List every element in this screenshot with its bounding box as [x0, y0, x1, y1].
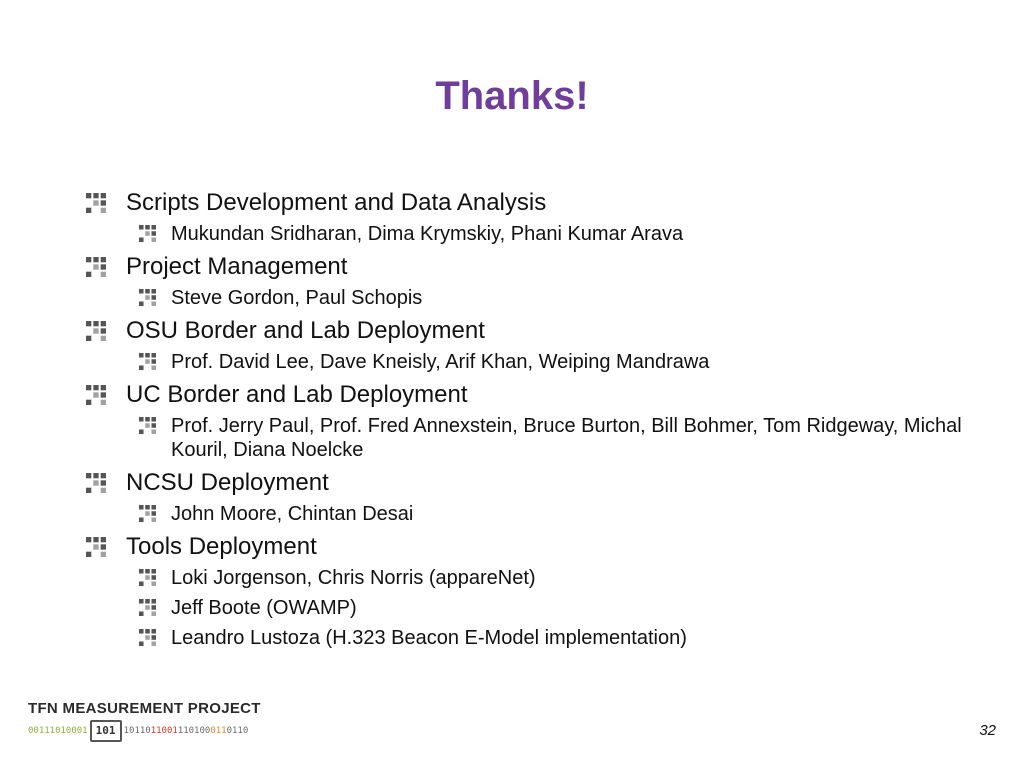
bullet-heading: OSU Border and Lab Deployment [126, 317, 485, 344]
sub-bullet-item [139, 626, 976, 650]
square-grid-bullet-icon [86, 257, 106, 277]
logo-bits: 0110 [226, 726, 249, 736]
square-grid-bullet-icon [86, 537, 106, 557]
sub-bullet-item [139, 502, 976, 526]
square-grid-bullet-icon [86, 321, 106, 341]
sub-bullet-text: Steve Gordon, Paul Schopis [171, 287, 423, 309]
logo-bits: 00111010001 [28, 726, 88, 736]
square-grid-bullet-icon [139, 569, 156, 586]
bullet-item [86, 532, 976, 562]
sub-bullet-item [139, 350, 976, 374]
sub-bullet-text: Prof. David Lee, Dave Kneisly, Arif Khan, Weiping Mandrawa [171, 351, 710, 373]
bullet-item [86, 380, 976, 410]
bullet-heading: NCSU Deployment [126, 469, 329, 496]
bullet-item [86, 188, 976, 218]
square-grid-bullet-icon [139, 599, 156, 616]
sub-bullet-item [139, 222, 976, 246]
page-number: 32 [979, 722, 996, 739]
sub-bullet-text: Mukundan Sridharan, Dima Krymskiy, Phani Kumar Arava [171, 223, 684, 245]
bullet-item [86, 316, 976, 346]
square-grid-bullet-icon [139, 629, 156, 646]
logo-binary-strip [28, 720, 318, 742]
logo-bracket-box: 101 [90, 720, 122, 742]
slide-title: Thanks! [435, 74, 589, 118]
logo-bits: 110100 [177, 726, 211, 736]
bullet-item [86, 468, 976, 498]
logo-title: TFN MEASUREMENT PROJECT [28, 700, 261, 717]
bullet-heading: Scripts Development and Data Analysis [126, 189, 547, 216]
sub-bullet-item [139, 596, 976, 620]
bullet-item [86, 252, 976, 282]
sub-bullet-item [139, 286, 976, 310]
bullet-heading: Tools Deployment [126, 533, 317, 560]
sub-bullet-text: Loki Jorgenson, Chris Norris (appareNet) [171, 567, 536, 589]
slide-content [86, 188, 976, 656]
bullet-heading: Project Management [126, 253, 348, 280]
square-grid-bullet-icon [86, 193, 106, 213]
bullet-heading: UC Border and Lab Deployment [126, 381, 468, 408]
sub-bullet-item [139, 566, 976, 590]
sub-bullet-text: Jeff Boote (OWAMP) [171, 597, 357, 619]
logo-bits: 10110 [123, 726, 151, 736]
square-grid-bullet-icon [139, 289, 156, 306]
logo-bits: 011 [210, 726, 227, 736]
sub-bullet-text: John Moore, Chintan Desai [171, 503, 414, 525]
square-grid-bullet-icon [86, 385, 106, 405]
sub-bullet-text: Leandro Lustoza (H.323 Beacon E-Model implementation) [171, 627, 687, 649]
logo-bits: 11001 [150, 726, 178, 736]
sub-bullet-item [139, 414, 976, 462]
sub-bullet-text: Prof. Jerry Paul, Prof. Fred Annexstein, Bruce Burton, Bill Bohmer, Tom Ridgeway, Michal Kouril, Diana Noelcke [171, 415, 962, 461]
square-grid-bullet-icon [86, 473, 106, 493]
square-grid-bullet-icon [139, 353, 156, 370]
project-logo [28, 700, 318, 750]
square-grid-bullet-icon [139, 505, 156, 522]
square-grid-bullet-icon [139, 417, 156, 434]
square-grid-bullet-icon [139, 225, 156, 242]
